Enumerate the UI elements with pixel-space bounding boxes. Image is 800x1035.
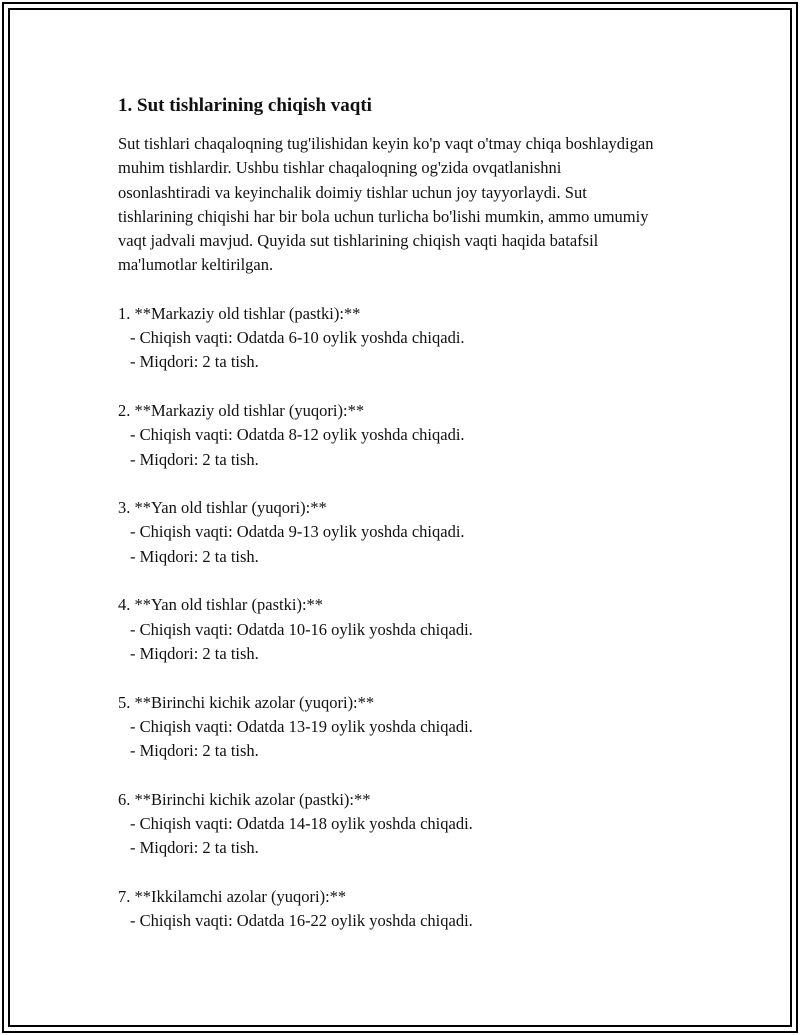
tooth-count: - Miqdori: 2 ta tish. [130,449,259,469]
eruption-time: - Chiqish vaqti: Odatda 16-22 oylik yoshda chiqadi. [130,911,473,931]
document-body [118,92,658,958]
eruption-time: - Chiqish vaqti: Odatda 13-19 oylik yoshda chiqadi. [130,716,473,736]
eruption-time: - Chiqish vaqti: Odatda 8-12 oylik yoshda chiqadi. [130,425,465,445]
list-item [118,691,658,764]
list-item-title: 4. **Yan old tishlar (pastki):** [118,595,324,615]
list-item-title: 7. **Ikkilamchi azolar (yuqori):** [118,886,347,906]
tooth-count: - Miqdori: 2 ta tish. [130,838,259,858]
teeth-list [118,302,658,934]
list-item [118,885,658,934]
list-item [118,593,658,666]
eruption-time: - Chiqish vaqti: Odatda 14-18 oylik yoshda chiqadi. [130,814,473,834]
eruption-time: - Chiqish vaqti: Odatda 9-13 oylik yoshda chiqadi. [130,522,465,542]
section-heading: 1. Sut tishlarining chiqish vaqti [118,95,372,116]
list-item-title: 3. **Yan old tishlar (yuqori):** [118,498,327,518]
intro-paragraph: Sut tishlari chaqaloqning tug'ilishidan keyin ko'p vaqt o'tmay chiqa boshlaydigan muhim tishlardir. Ushbu tishlar chaqaloqning og'zida ovqatlanishni osonlashtiradi va keyinchalik doimiy tishlar uchun joy tayyorlaydi. Sut tishlarining chiqishi har bir bola uchun turlicha bo'lishi mumkin, ammo umumiy vaqt jadvali mavjud. Quyida sut tishlarining chiqish vaqti haqida batafsil ma'lumotlar keltirilgan. [118,134,654,275]
eruption-time: - Chiqish vaqti: Odatda 6-10 oylik yoshda chiqadi. [130,328,465,348]
list-item [118,302,658,375]
list-item-title: 2. **Markaziy old tishlar (yuqori):** [118,400,365,420]
list-item-title: 1. **Markaziy old tishlar (pastki):** [118,303,361,323]
list-item [118,399,658,472]
tooth-count: - Miqdori: 2 ta tish. [130,546,259,566]
list-item [118,788,658,861]
list-item-title: 5. **Birinchi kichik azolar (yuqori):** [118,692,375,712]
tooth-count: - Miqdori: 2 ta tish. [130,741,259,761]
tooth-count: - Miqdori: 2 ta tish. [130,643,259,663]
list-item [118,496,658,569]
list-item-title: 6. **Birinchi kichik azolar (pastki):** [118,789,371,809]
eruption-time: - Chiqish vaqti: Odatda 10-16 oylik yoshda chiqadi. [130,619,473,639]
tooth-count: - Miqdori: 2 ta tish. [130,352,259,372]
